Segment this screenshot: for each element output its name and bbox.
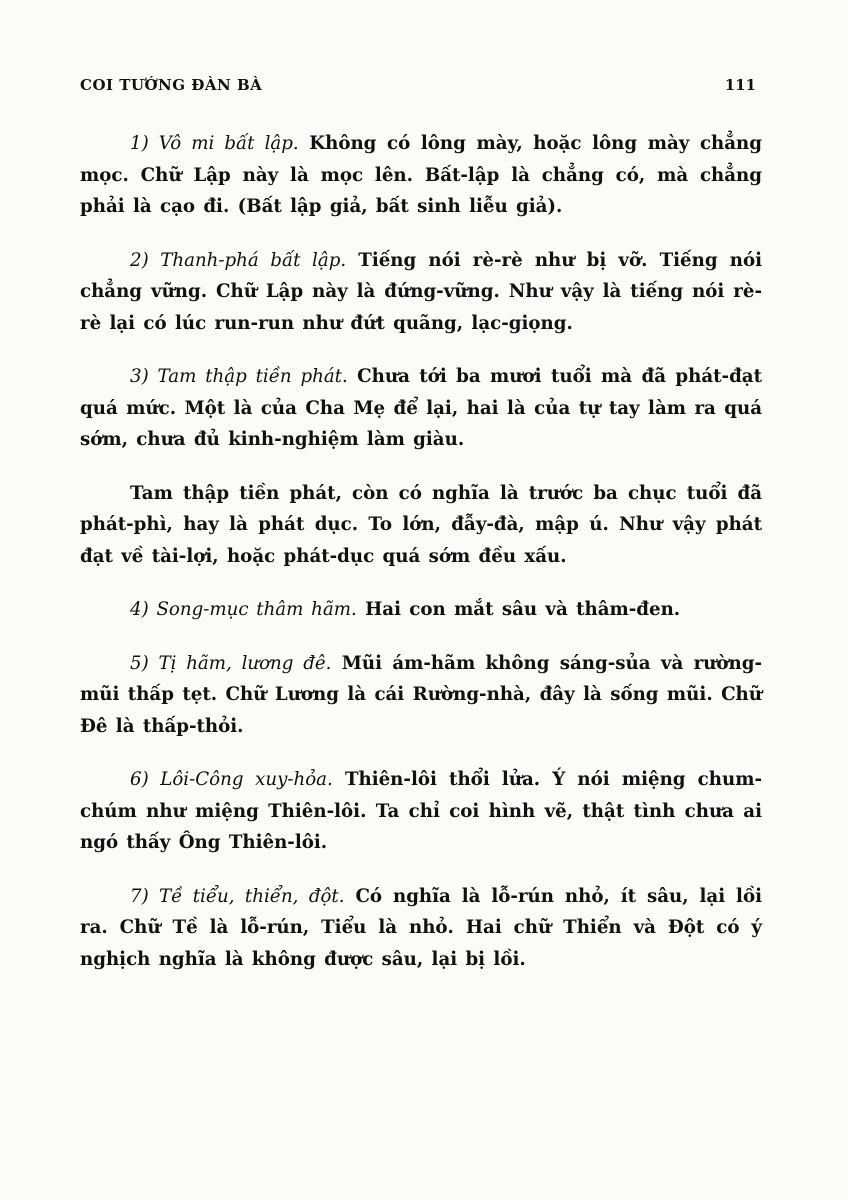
paragraph-text: Tam thập tiền phát, còn có nghĩa là trước ba chục tuổi đã phát-phì, hay là phát dục. To lớn, đẫy-đà, mập ú. Như vậy phát đạt về tài-lợi, hoặc phát-dục quá sớm đều xấu. bbox=[80, 482, 762, 567]
paragraph-lead: 3) Tam thập tiền phát. bbox=[130, 366, 348, 387]
page-number: 111 bbox=[724, 76, 756, 94]
paragraph-lead: 2) Thanh-phá bất lập. bbox=[130, 249, 347, 271]
paragraph-text: Hai con mắt sâu và thâm-đen. bbox=[356, 599, 681, 620]
body-text bbox=[80, 128, 762, 997]
paragraph-text: Không có lông mày, hoặc lông mày chẳng mọc. Chữ Lập này là mọc lên. Bất-lập là chẳng có, mà chẳng phải là cạo đi. (Bất lập giả, bất sinh liễu giả). bbox=[80, 133, 762, 217]
running-header bbox=[80, 76, 760, 98]
paragraph-text: Mũi ám-hãm không sáng-sủa và rường-mũi thấp tẹt. Chữ Lương là cái Rường-nhà, đây là sống mũi. Chữ Đê là thấp-thỏi. bbox=[80, 652, 762, 737]
paragraph-3 bbox=[80, 361, 762, 456]
paragraph-8 bbox=[80, 881, 762, 976]
running-title: COI TƯỚNG ĐÀN BÀ bbox=[80, 76, 263, 94]
paragraph-6 bbox=[80, 648, 762, 743]
paragraph-lead: 6) Lôi-Công xuy-hỏa. bbox=[130, 769, 333, 790]
paragraph-text: Có nghĩa là lỗ-rún nhỏ, ít sâu, lại lồi ra. Chữ Tề là lỗ-rún, Tiểu là nhỏ. Hai chữ Thiển và Đột có ý nghịch nghĩa là không được sâu, lại bị lồi. bbox=[80, 885, 762, 970]
paragraph-1 bbox=[80, 128, 762, 223]
paragraph-text: Thiên-lôi thổi lửa. Ý nói miệng chum-chúm như miệng Thiên-lôi. Ta chỉ coi hình vẽ, thật tình chưa ai ngó thấy Ông Thiên-lôi. bbox=[80, 769, 762, 853]
paragraph-4 bbox=[80, 478, 762, 573]
paragraph-lead: 1) Vô mi bất lập. bbox=[130, 133, 299, 154]
paragraph-text: Chưa tới ba mươi tuổi mà đã phát-đạt quá mức. Một là của Cha Mẹ để lại, hai là của tự tay làm ra quá sớm, chưa đủ kinh-nghiệm làm giàu. bbox=[80, 366, 762, 450]
paragraph-5 bbox=[80, 594, 762, 626]
paragraph-lead: 4) Song-mục thâm hãm. bbox=[130, 599, 357, 620]
paragraph-text: Tiếng nói rè-rè như bị vỡ. Tiếng nói chẳng vững. Chữ Lập này là đứng-vững. Như vậy là tiếng nói rè-rè lại có lúc run-run như đứt quãng, lạc-giọng. bbox=[80, 249, 762, 334]
paragraph-lead: 7) Tề tiểu, thiển, đột. bbox=[130, 885, 345, 907]
paragraph-2 bbox=[80, 245, 762, 340]
paragraph-lead: 5) Tị hãm, lương đê. bbox=[130, 652, 332, 674]
paragraph-7 bbox=[80, 764, 762, 859]
